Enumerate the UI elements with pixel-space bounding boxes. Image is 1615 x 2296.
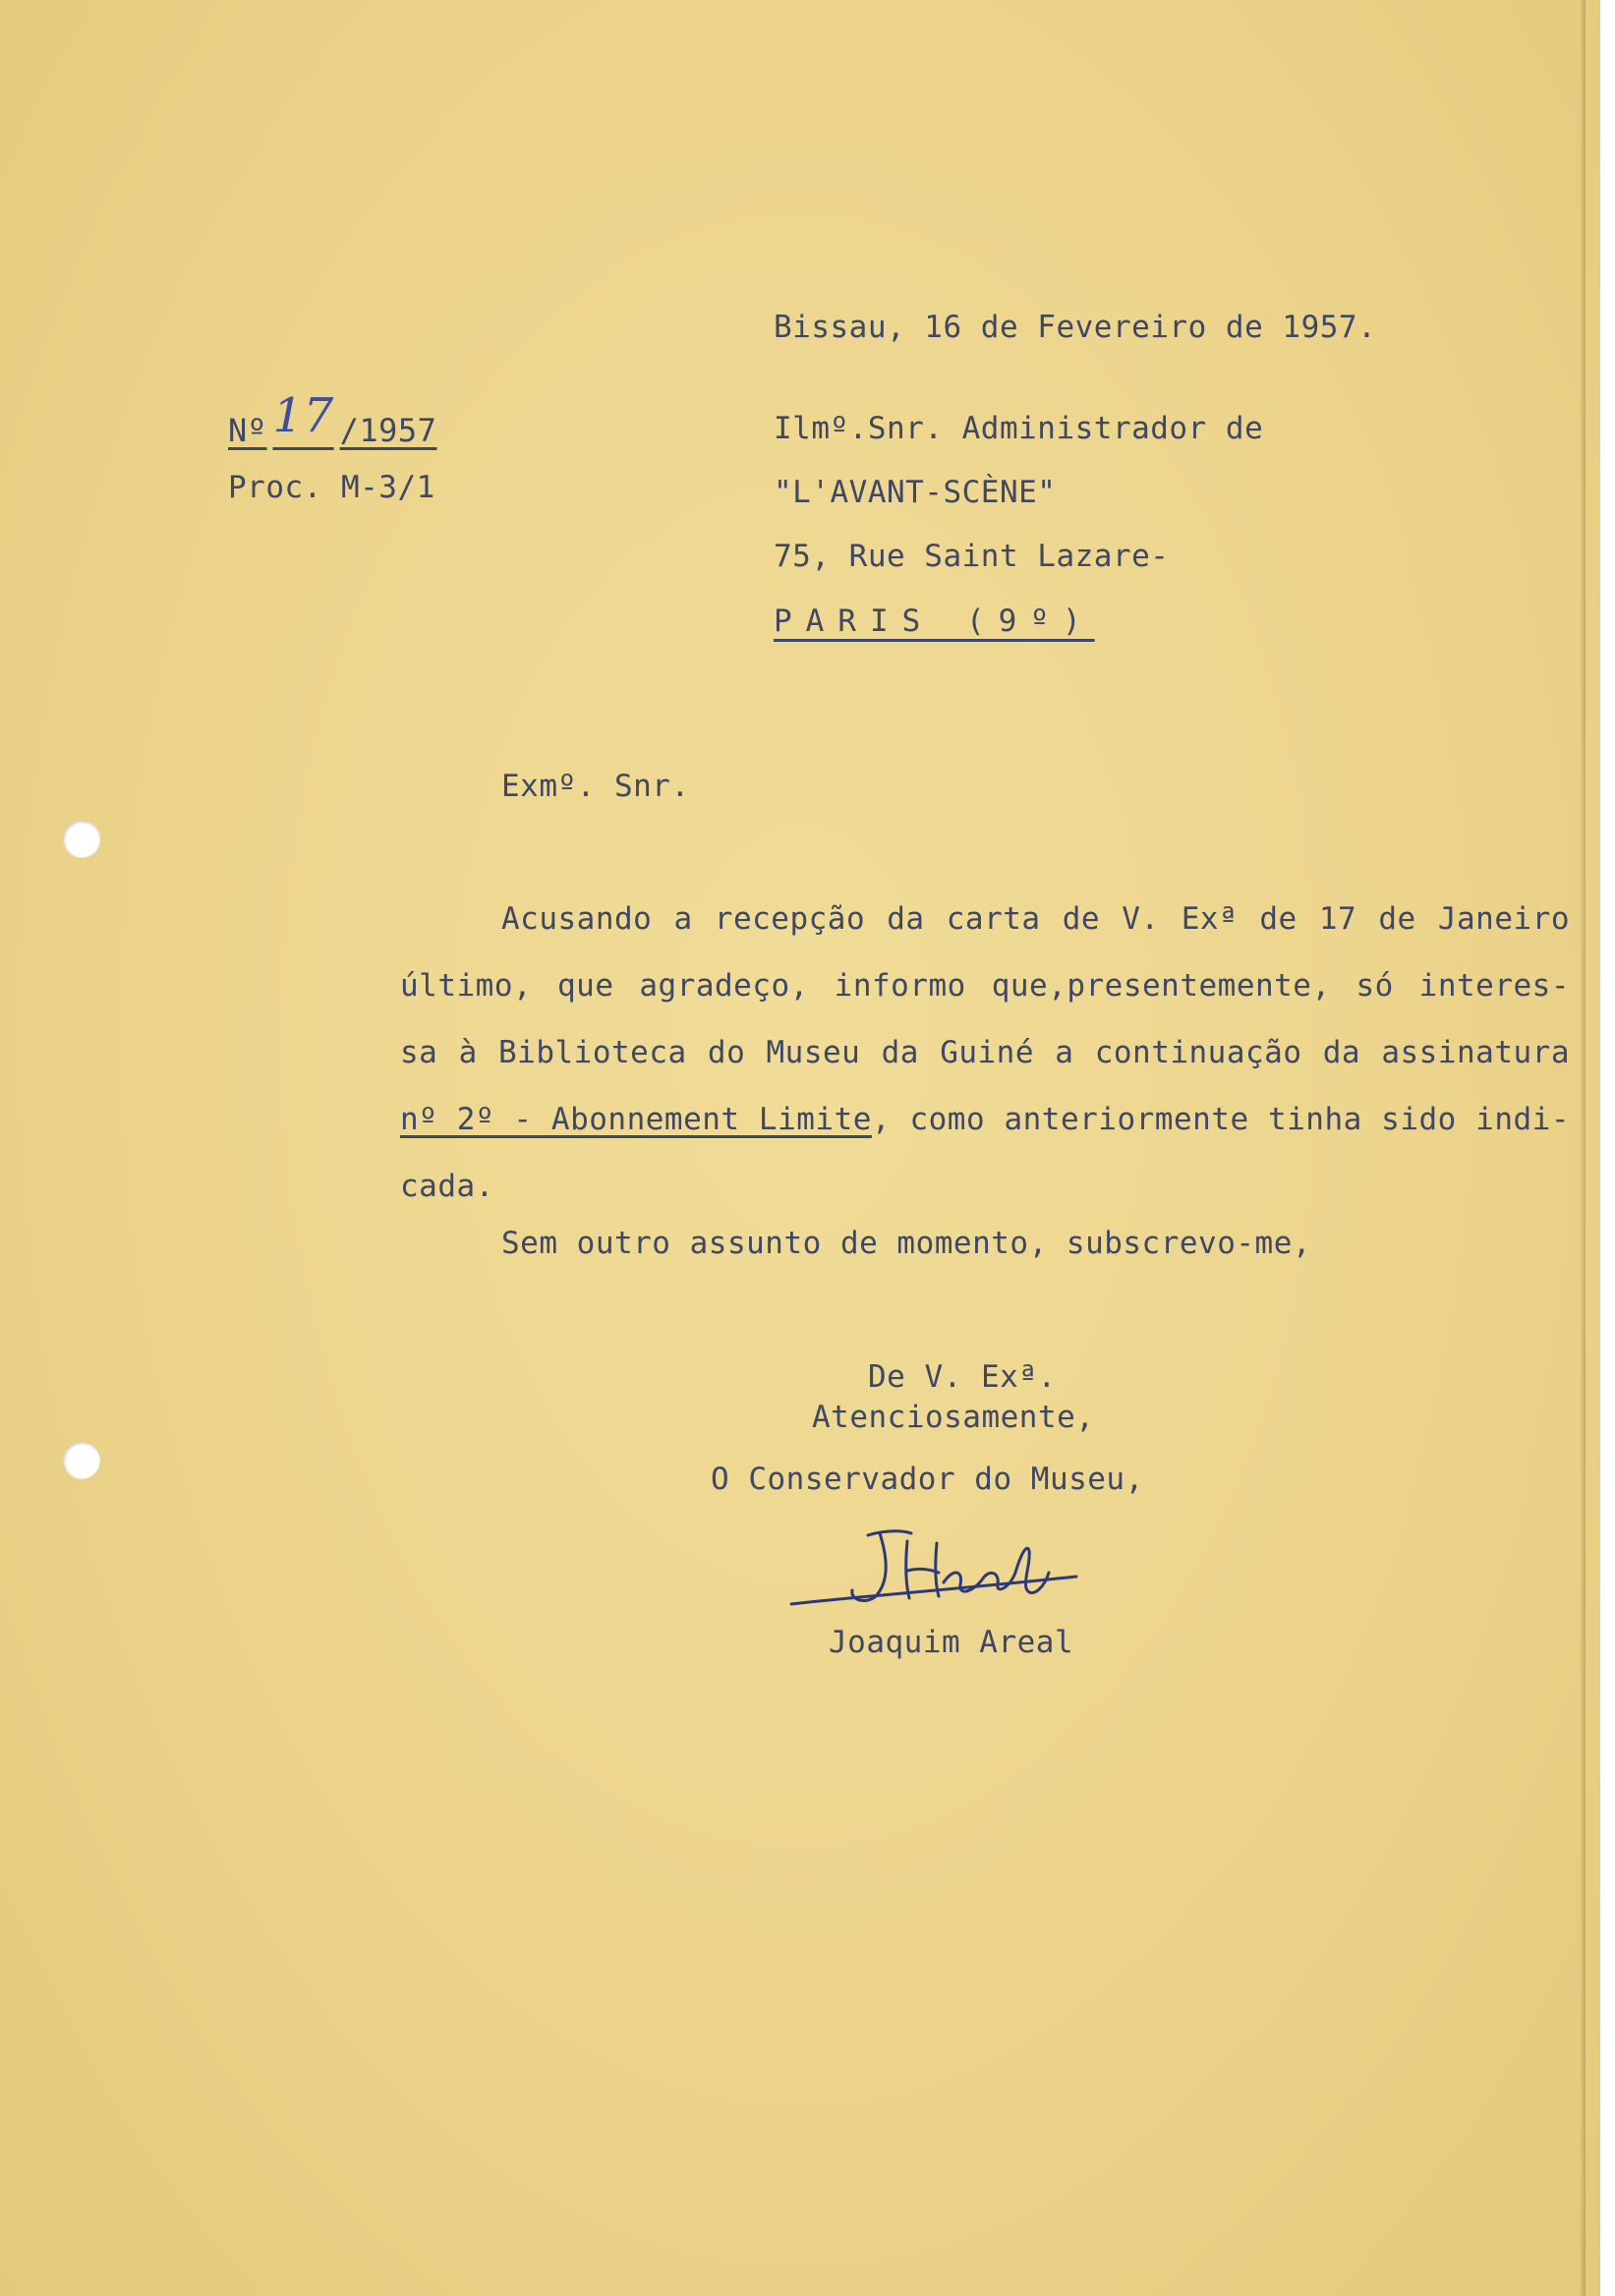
punch-hole-icon (63, 821, 100, 858)
reference-number-suffix: /1957 (339, 412, 437, 449)
paragraph-line-continuation: , como anteriormente tinha sido indi- (871, 1102, 1570, 1137)
signer-title: O Conservador do Museu, (711, 1462, 1144, 1497)
body-paragraph (400, 901, 1570, 1235)
recipient-line: 75, Rue Saint Lazare- (774, 539, 1170, 574)
recipient-line: "L'AVANT-SCÈNE" (774, 475, 1057, 510)
letter-date: Bissau, 16 de Fevereiro de 1957. (774, 310, 1377, 345)
recipient-city: PARIS (9º) (774, 603, 1095, 639)
paragraph-line: Acusando a recepção da carta de V. Exª de 17 de Janeiro (501, 901, 1570, 937)
subscription-name: nº 2º - Abonnement Limite (400, 1102, 872, 1137)
page-edge-shadow (1580, 0, 1586, 2296)
paragraph-line (400, 1102, 1570, 1169)
reference-number (228, 388, 437, 453)
punch-hole-icon (63, 1442, 100, 1479)
reference-number-handwritten: 17 (272, 388, 334, 443)
paragraph-line: último, que agradeço, informo que,presentemente, só interes- (400, 968, 1570, 1004)
closing-sentence: Sem outro assunto de momento, subscrevo-me, (501, 1226, 1312, 1261)
signoff-line: De V. Exª. (868, 1359, 1057, 1395)
handwritten-signature-icon (781, 1514, 1096, 1622)
reference-number-prefix: Nº (228, 412, 267, 449)
salutation: Exmº. Snr. (501, 769, 690, 804)
signoff-line: Atenciosamente, (812, 1400, 1095, 1435)
paragraph-line: sa à Biblioteca do Museu da Guiné a continuação da assinatura (400, 1035, 1570, 1070)
signer-name: Joaquim Areal (829, 1625, 1074, 1660)
paragraph-line: cada. (400, 1169, 494, 1204)
recipient-line: Ilmº.Snr. Administrador de (774, 411, 1264, 446)
process-reference: Proc. M-3/1 (228, 470, 435, 505)
